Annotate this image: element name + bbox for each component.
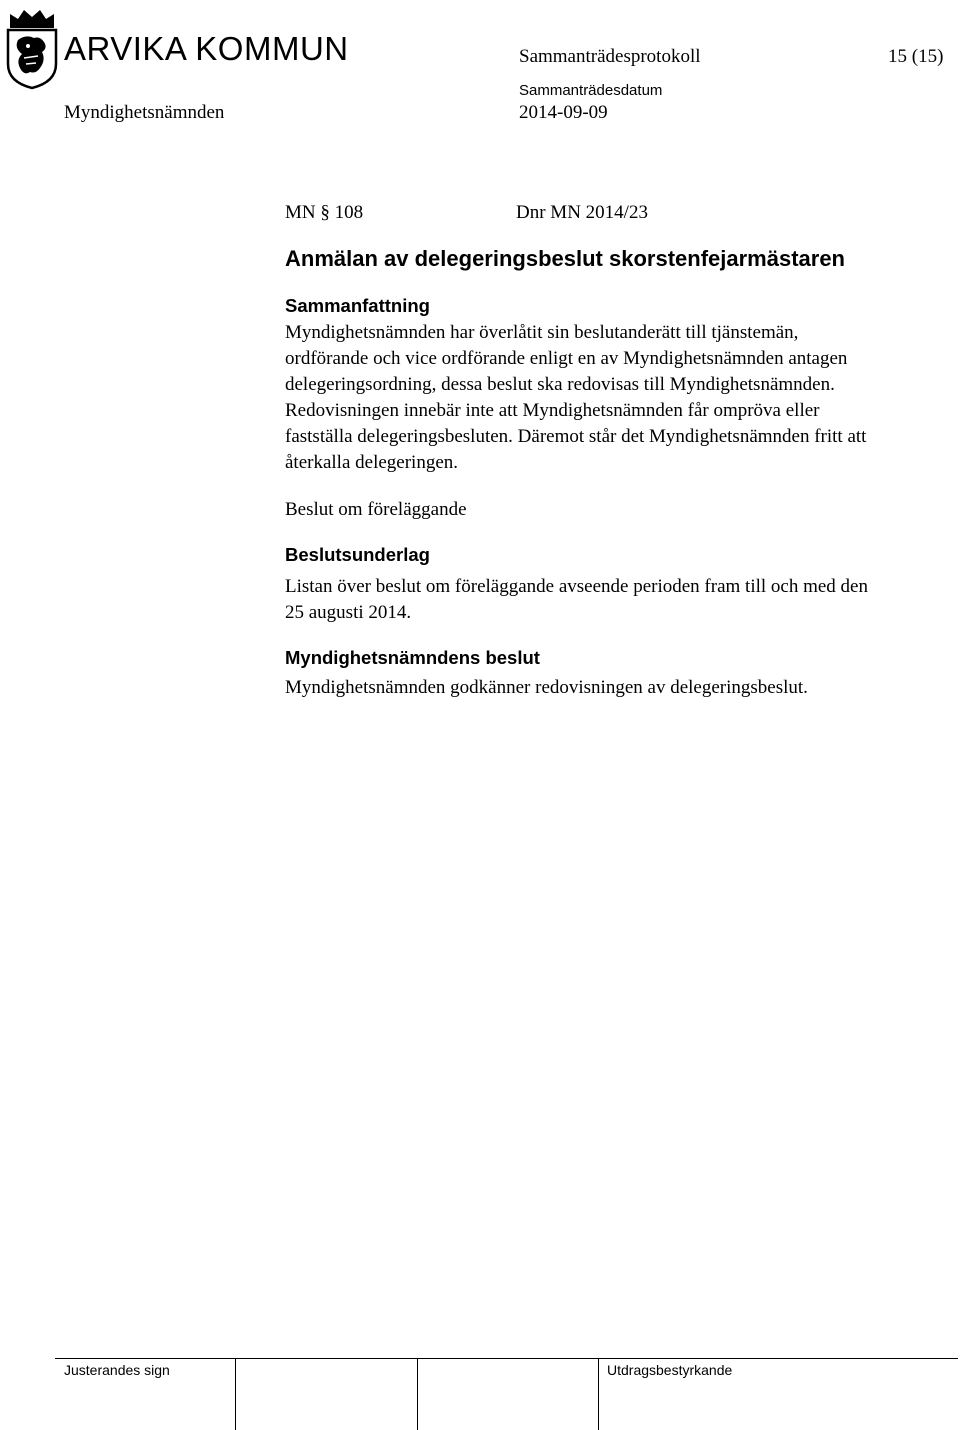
meeting-date: 2014-09-09	[519, 102, 608, 123]
footer-column-divider	[417, 1358, 418, 1430]
summary-line: fastställa delegeringsbesluten. Däremot står det Myndighetsnämnden fritt att	[285, 426, 867, 447]
page-number: 15 (15)	[888, 46, 944, 67]
diary-number: Dnr MN 2014/23	[516, 202, 648, 223]
footer-sign-label: Justerandes sign	[64, 1362, 170, 1378]
basis-paragraph	[285, 574, 955, 626]
summary-line: ordförande och vice ordförande enligt en av Myndighetsnämnden antagen	[285, 348, 848, 369]
document-type: Sammanträdesprotokoll	[519, 46, 701, 67]
footer-extract-label: Utdragsbestyrkande	[607, 1362, 733, 1378]
summary-paragraph	[285, 320, 955, 476]
basis-line: Listan över beslut om föreläggande avseende perioden fram till och med den	[285, 576, 868, 597]
summary-line: Redovisningen innebär inte att Myndighetsnämnden får ompröva eller	[285, 400, 820, 421]
decision-heading: Myndighetsnämndens beslut	[285, 647, 540, 668]
footer-divider	[55, 1358, 958, 1359]
decision-text: Myndighetsnämnden godkänner redovisningen av delegeringsbeslut.	[285, 677, 808, 698]
summary-heading: Sammanfattning	[285, 295, 430, 316]
basis-line: 25 augusti 2014.	[285, 602, 412, 623]
logo-wordmark: ARVIKA KOMMUN	[64, 30, 349, 67]
footer-column-divider	[235, 1358, 236, 1430]
summary-line: delegeringsordning, dessa beslut ska redovisas till Myndighetsnämnden.	[285, 374, 835, 395]
meeting-date-label: Sammanträdesdatum	[519, 82, 663, 99]
basis-heading: Beslutsunderlag	[285, 544, 430, 565]
case-number: MN § 108	[285, 202, 364, 223]
decision-item: Beslut om föreläggande	[285, 499, 467, 520]
summary-line: Myndighetsnämnden har överlåtit sin beslutanderätt till tjänstemän,	[285, 322, 799, 343]
summary-line: återkalla delegeringen.	[285, 452, 459, 473]
footer-column-divider	[598, 1358, 599, 1430]
committee-name: Myndighetsnämnden	[64, 102, 225, 123]
case-title: Anmälan av delegeringsbeslut skorstenfejarmästaren	[285, 246, 845, 271]
arvika-crest-logo	[4, 6, 60, 90]
